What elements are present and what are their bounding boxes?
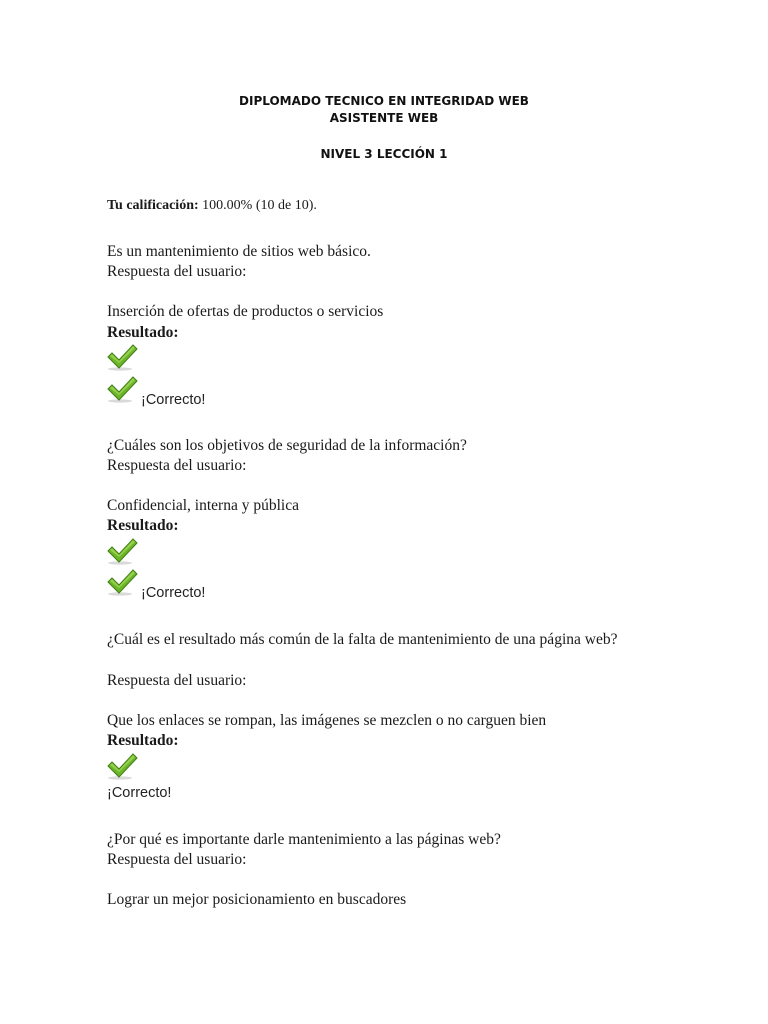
score-label: Tu calificación: (107, 198, 199, 213)
question-4: ¿Por qué es importante darle mantenimiento a las páginas web? (107, 831, 501, 848)
question-2: ¿Cuáles son los objetivos de seguridad de la información? (107, 437, 467, 454)
correct-text-1: ¡Correcto! (141, 392, 206, 408)
user-answer-label-3: Respuesta del usuario: (107, 672, 247, 689)
answer-3: Que los enlaces se rompan, las imágenes se mezclen o no carguen bien (107, 712, 547, 729)
question-1: Es un mantenimiento de sitios web básico. (107, 243, 371, 260)
answer-2: Confidencial, interna y pública (107, 497, 299, 514)
correct-text-2: ¡Correcto! (141, 585, 206, 601)
document-subtitle: ASISTENTE WEB (329, 111, 439, 125)
check-icon (106, 375, 138, 403)
user-answer-label-2: Respuesta del usuario: (107, 457, 247, 474)
check-icon (106, 568, 138, 596)
document-title: DIPLOMADO TECNICO EN INTEGRIDAD WEB (239, 94, 529, 108)
result-label-2: Resultado: (107, 517, 179, 534)
result-label-1: Resultado: (107, 324, 179, 341)
score-line (107, 196, 317, 216)
user-answer-label-1: Respuesta del usuario: (107, 263, 247, 280)
result-label-3: Resultado: (107, 732, 179, 749)
lesson-title: NIVEL 3 LECCIÓN 1 (320, 147, 448, 161)
answer-1: Inserción de ofertas de productos o servicios (107, 303, 384, 320)
score-value: 100.00% (10 de 10). (202, 198, 317, 213)
user-answer-label-4: Respuesta del usuario: (107, 851, 247, 868)
answer-4: Lograr un mejor posicionamiento en buscadores (107, 891, 407, 908)
check-icon (106, 537, 138, 565)
question-3: ¿Cuál es el resultado más común de la falta de mantenimiento de una página web? (107, 631, 618, 648)
check-icon (106, 752, 138, 780)
check-icon (106, 343, 138, 371)
correct-text-3: ¡Correcto! (107, 785, 172, 801)
